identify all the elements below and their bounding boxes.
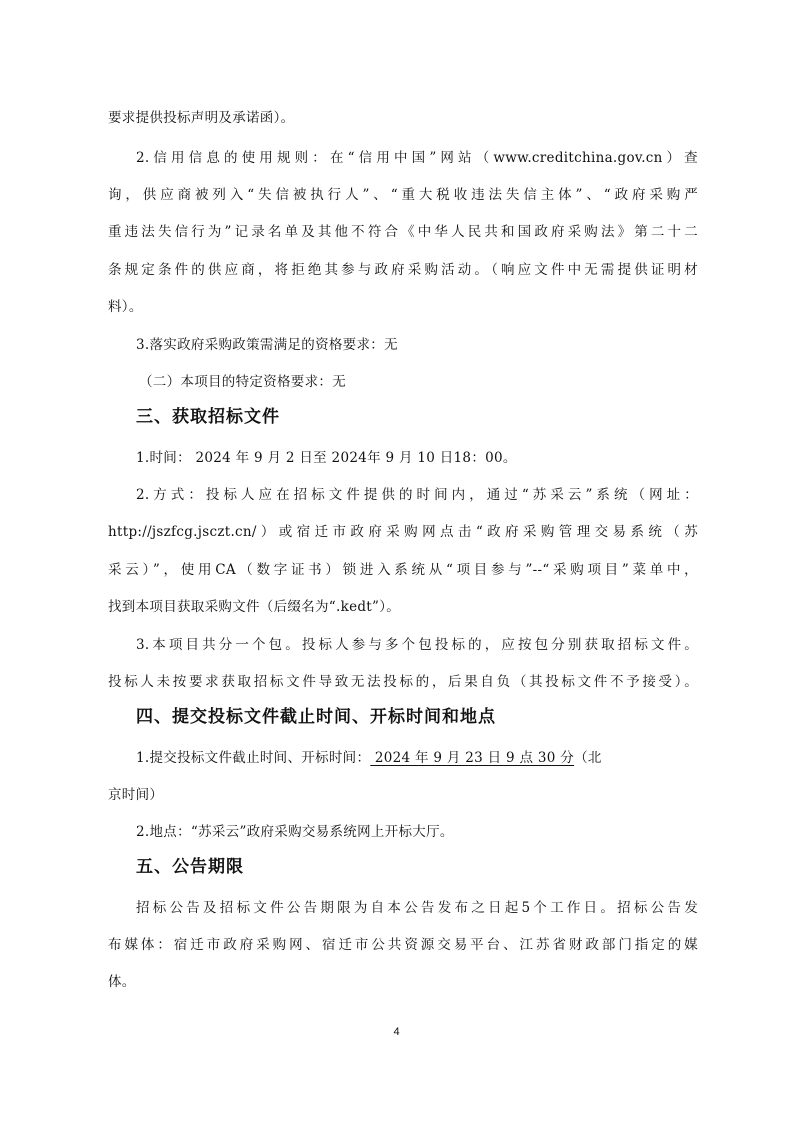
text-line: （二）本项目的特定资格要求：无 <box>139 374 346 390</box>
deadline-label: 1.提交投标文件截止时间、开标时间： <box>136 750 371 766</box>
text-line: 招标公告及招标文件公告期限为自本公告发布之日起5个工作日。招标公告发 <box>136 900 698 916</box>
text-line: http://jszfcg.jsczt.cn/）或宿迁市政府采购网点击“政府采购管理交易系统（苏 <box>108 524 698 540</box>
page-number: 4 <box>393 1026 400 1038</box>
text-line: 采云）”，使用CA（数字证书）锁进入系统从“项目参与”--“采购项目”菜单中， <box>108 562 698 578</box>
deadline-datetime: 2024 年 9 月 23 日 9 点 30 分 <box>370 750 575 766</box>
deadline-line <box>136 748 698 768</box>
text-line: 要求提供投标声明及承诺函）。 <box>108 110 295 126</box>
text-line: 料）。 <box>108 299 143 315</box>
deadline-suffix: （北 <box>574 750 602 766</box>
text-line: 1.时间： 2024 年 9 月 2 日至 2024年 9 月 10 日18：00。 <box>136 450 517 466</box>
text-line: 找到本项目获取采购文件（后缀名为“.kedt”）。 <box>108 599 401 615</box>
text-line: 体。 <box>108 974 136 990</box>
text-line: 3.本项目共分一个包。投标人参与多个包投标的，应按包分别获取招标文件。 <box>136 637 698 653</box>
text-line: 3.落实政府采购政策需满足的资格要求：无 <box>136 337 398 353</box>
section-heading: 三、获取招标文件 <box>136 407 280 427</box>
text-line: 投标人未按要求获取招标文件导致无法投标的，后果自负（其投标文件不予接受）。 <box>108 674 698 690</box>
section-heading: 五、公告期限 <box>136 857 244 877</box>
section-heading: 四、提交投标文件截止时间、开标时间和地点 <box>136 707 496 727</box>
text-line: 2.方式：投标人应在招标文件提供的时间内，通过“苏采云”系统（网址： <box>136 487 698 503</box>
text-line: 布媒体：宿迁市政府采购网、宿迁市公共资源交易平台、江苏省财政部门指定的媒 <box>108 937 698 953</box>
text-line: 京时间） <box>108 787 164 803</box>
text-line: 2.信用信息的使用规则：在“信用中国”网站（www.creditchina.gov.cn）查 <box>136 150 698 166</box>
text-line: 重违法失信行为”记录名单及其他不符合《中华人民共和国政府采购法》第二十二 <box>108 224 698 240</box>
text-line: 询，供应商被列入“失信被执行人”、“重大税收违法失信主体”、“政府采购严 <box>108 187 698 203</box>
text-line: 条规定条件的供应商，将拒绝其参与政府采购活动。（响应文件中无需提供证明材 <box>108 262 698 278</box>
text-line: 2.地点：“苏采云”政府采购交易系统网上开标大厅。 <box>136 824 454 840</box>
